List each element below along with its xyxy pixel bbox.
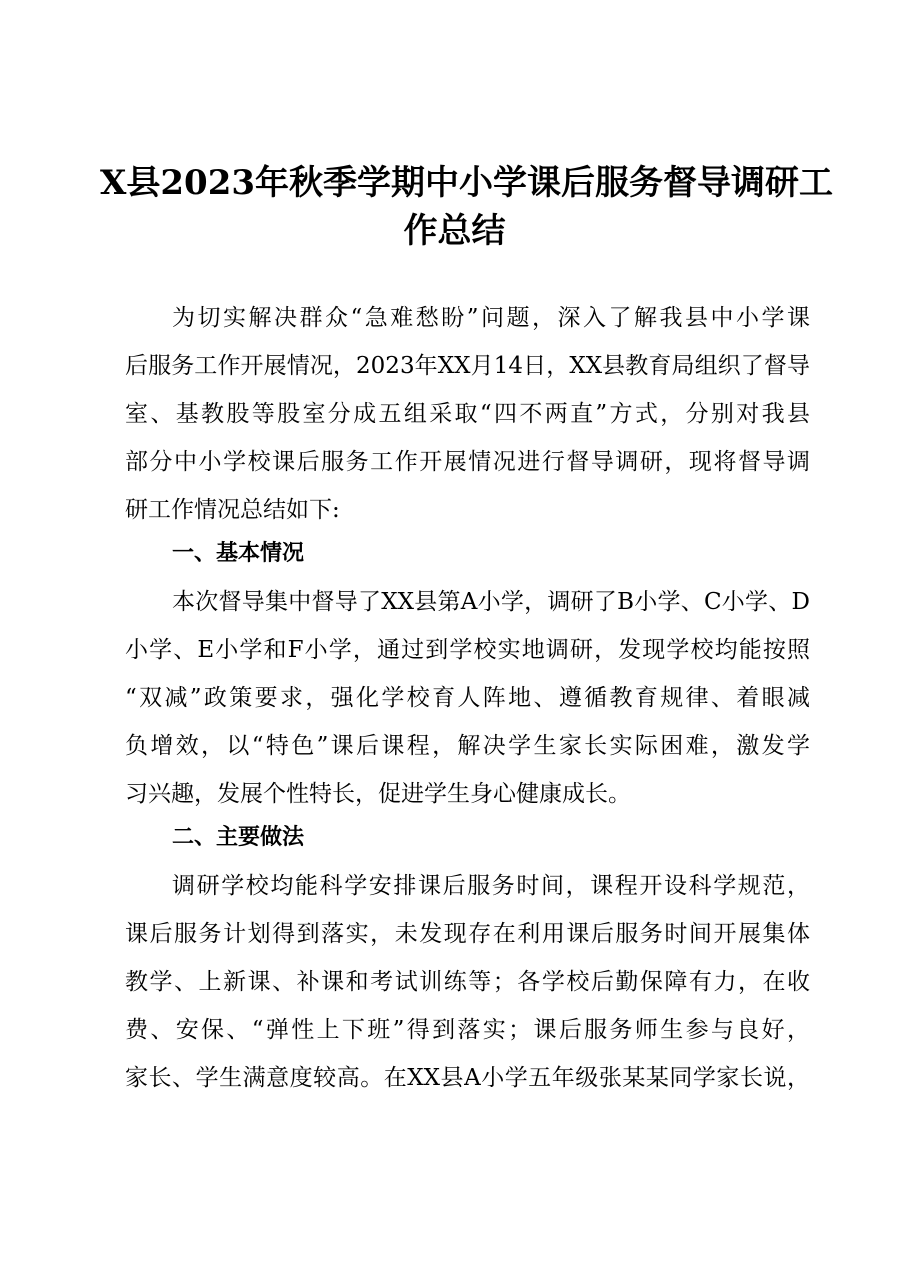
paragraph-line: 家长、学生满意度较高。在XX县A小学五年级张某某同学家长说， xyxy=(125,1065,810,1091)
section-heading-practice: 二、主要做法 xyxy=(172,825,305,850)
paragraph-line: 后服务工作开展情况，2023年XX月14日，XX县教育局组织了督导 xyxy=(125,353,810,379)
paragraph-line: 室、基教股等股室分成五组采取“四不两直”方式，分别对我县 xyxy=(125,401,810,427)
document-title-line-2: 作总结 xyxy=(403,211,506,251)
paragraph-line: 费、安保、“弹性上下班”得到落实；课后服务师生参与良好， xyxy=(125,1017,810,1043)
document-title-line-1: X县2023年秋季学期中小学课后服务督导调研工 xyxy=(100,163,834,203)
section-heading-basic: 一、基本情况 xyxy=(172,541,305,566)
paragraph-line: 小学、E小学和F小学，通过到学校实地调研，发现学校均能按照 xyxy=(125,637,810,663)
paragraph-line: “双减”政策要求，强化学校育人阵地、遵循教育规律、着眼减 xyxy=(125,685,810,711)
paragraph-line: 研工作情况总结如下: xyxy=(125,497,340,523)
paragraph-line: 负增效，以“特色”课后课程，解决学生家长实际困难，激发学 xyxy=(125,733,810,759)
paragraph-line: 课后服务计划得到落实，未发现存在利用课后服务时间开展集体 xyxy=(125,921,810,947)
paragraph-line: 部分中小学校课后服务工作开展情况进行督导调研，现将督导调 xyxy=(125,449,810,475)
paragraph-line: 教学、上新课、补课和考试训练等；各学校后勤保障有力，在收 xyxy=(125,969,810,995)
paragraph-line: 调研学校均能科学安排课后服务时间，课程开设科学规范， xyxy=(172,873,810,899)
paragraph-line: 为切实解决群众“急难愁盼”问题，深入了解我县中小学课 xyxy=(172,305,810,331)
paragraph-line: 习兴趣，发展个性特长，促进学生身心健康成长。 xyxy=(125,781,631,807)
paragraph-line: 本次督导集中督导了XX县第A小学，调研了B小学、C小学、D xyxy=(172,589,810,615)
